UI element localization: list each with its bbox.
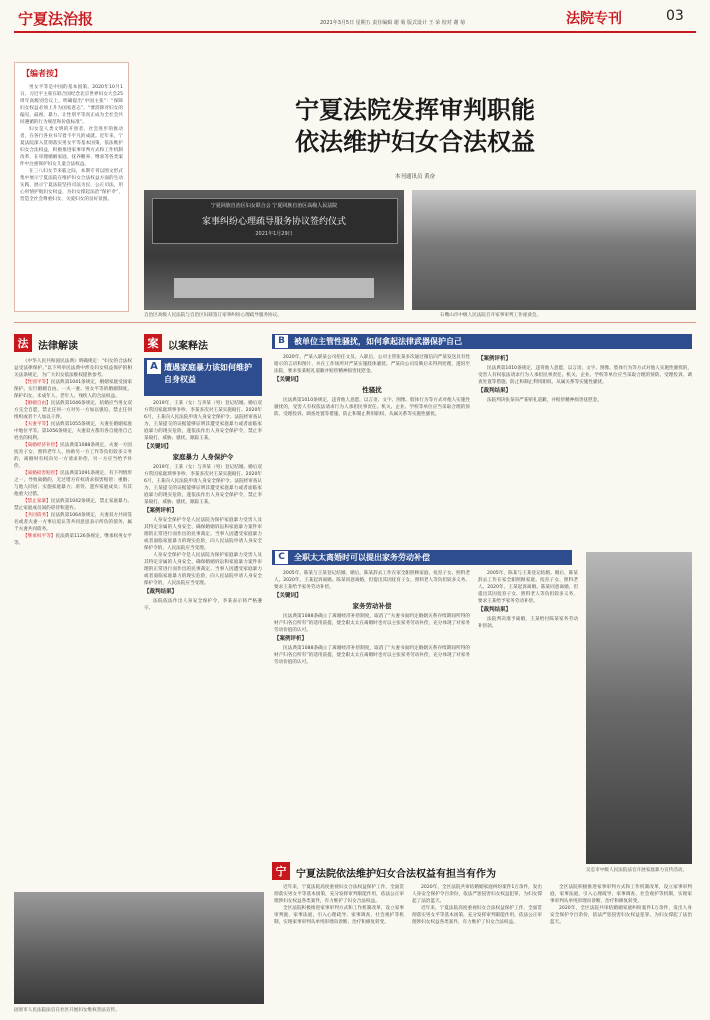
case-b-analysis-left: 民法典第1010条规定，违背他人意愿，以言语、文字、图像、肢体行为等方式对他人实施性骚扰的，受害人有权依法请求行为人承担民事责任。机关、企业、学校等单位应当采取合理的预防、受理投诉、调查处置等措施，防止和制止利用职权、从属关系等实施性骚扰。 [274,398,470,417]
case-b-title: 被单位主管性骚扰，如何拿起法律武器保护自己 [294,337,462,346]
photo-table [174,278,374,298]
case-c-body: 2005年，陈某与王某登记结婚。婚后，陈某辞去工作在家全职照顾家庭、抚育子女、照料老人。2020年，王某起诉离婚。陈某同意离婚，但提出其因抚育子女、照料老人等负担较多义务，要求王某给予家务劳动补偿。 [274,571,470,590]
closing-p3: 2020年，全区法院共审结婚姻家庭纠纷案件1万余件，发出人身安全保护令百余份，依法严惩侵害妇女权益犯罪，为妇女撑起了法治蓝天。 [412,885,542,904]
main-title-line2: 依法维护妇女合法权益 [295,127,535,156]
case-b-judge: 法院判决张某向严某赔礼道歉，并赔偿精神损害抚慰金。 [487,398,602,403]
section-divider [14,322,696,323]
case-b-kw: 性骚扰 [362,386,382,394]
case-b-text-left [274,354,470,544]
masthead-dateline: 2021年3月5日 星期五 责任编辑 谢 菊 版式设计 王 荣 校对 谢 菊 [320,20,465,26]
case-c-judge: 法院判决准予离婚，王某给付陈某家务劳动补偿款。 [478,617,578,629]
case-b-body: 2020年，严某入职某公司担任文员。入职后，公司主管张某多次通过微信向严某发送具有性暗示的言语和图片，并在工作场所对严某实施肢体骚扰。严某向公司反映后未得到处理，遂诉至法院，要求张某赔礼道歉并赔偿精神损害抚慰金。 [274,355,470,374]
case-a-analysis: 人身安全保护令是人民法院为保护家庭暴力受害人及其特定亲属的人身安全、确保婚姻诉讼和家庭暴力案件审理的正常进行而作出的民事裁定。当事人因遭受家庭暴力或者面临家庭暴力的现实危险，向人民法院申请人身安全保护令的，人民法院应当受理。 [144,518,262,551]
header-rule [14,31,696,33]
closing-p2b: 全区法院积极推进家事审判方式和工作机制改革，设立家事审判庭、家事法庭，引入心理疏导、家事调查、社会观护等机制，实现家事审判从单纯审理向诊断、治疗和修复转变。 [550,885,692,904]
law-item-head: 【婚姻自由】 [23,401,51,406]
case-a-text [144,400,262,920]
main-byline: 本刊通讯员 黄奋 [394,174,436,180]
closing-p3b: 2020年，全区法院共审结婚姻家庭纠纷案件1万余件，发出人身安全保护令百余份，依法严惩侵害妇女权益犯罪，为妇女撑起了法治蓝天。 [550,906,692,925]
photo-banner-text: 宁夏回族自治区妇女联合会 宁夏回族自治区高级人民法院 [210,203,338,209]
closing-p1b: 近年来，宁夏法院高度重视妇女合法权益保护工作，全面贯彻落实男女平等基本国策，充分发挥审判职能作用，依法公正审理涉妇女权益各类案件，有力维护了妇女合法权益。 [412,906,542,925]
law-section-title: 法律解读 [38,341,78,352]
case-b-kw-label: 【关键词】 [274,377,302,383]
case-c-body-cont: 2005年，陈某与王某登记结婚。婚后，陈某辞去工作在家全职照顾家庭、抚育子女、照料老人。2020年，王某起诉离婚。陈某同意离婚，但提出其因抚育子女、照料老人等负担较多义务，要求王某给予家务劳动补偿。 [478,571,578,604]
law-item-head: 【继承权平等】 [23,534,56,539]
main-title-line1: 宁夏法院发挥审判职能 [295,95,535,124]
section-name: 法院专刊 [566,11,622,27]
law-item [14,379,132,400]
law-item [14,533,132,547]
case-a-analysis2: 人身安全保护令是人民法院为保护家庭暴力受害人及其特定亲属的人身安全、确保婚姻诉讼和家庭暴力案件审理的正常进行而作出的民事裁定。当事人因遭受家庭暴力或者面临家庭暴力的现实危险，向人民法院申请人身安全保护令的，人民法院应当受理。 [144,553,262,586]
law-text [14,358,132,888]
closing-text-2 [412,884,542,1014]
case-c-header [272,550,572,565]
law-item [14,498,132,512]
case-c-judge-label: 【裁判结果】 [478,607,512,613]
photo-publicity [586,552,692,864]
editor-note-p2: 妇女是人类文明的开创者、社会进步的推动者，在各行各业书写着不平凡的成就。近年来，宁夏法院深入贯彻落实男女平等基本国策，依法维护妇女合法权益，积极推进家事审判方式和工作机制改革，在审理婚姻家庭、抚养赡养、继承等各类案件中注重保护妇女儿童合法权益。 [20,127,123,167]
case-a-body: 2019年，王某（女）与李某（男）登记结婚。婚后双方常因家庭琐事争吵，李某多次对王某实施殴打。2020年6月，王某向人民法院申请人身安全保护令。法院经审查认为，王某提交的证据能够证明其遭受家庭暴力或者面临家庭暴力的现实危险，遂依法作出人身安全保护令，禁止李某殴打、威胁、骚扰、跟踪王某。 [144,401,262,441]
law-section-icon: 法 [14,334,32,352]
editor-note-text [20,84,123,306]
closing-text-3 [550,884,692,1014]
law-item-head: 【性别平等】 [23,380,51,385]
closing-text-1 [274,884,404,1014]
case-b-judge-label: 【裁判结果】 [478,388,512,394]
photo-community [14,892,264,1004]
law-item-body: 民法典第1126条规定，继承权男女平等。 [14,534,132,546]
photo3-caption: 吴忠市中级人民法院法官开展家庭暴力宣传活动。 [586,868,688,873]
law-item [14,470,132,498]
photo-banner-text2: 家事纠纷心理疏导服务协议签约仪式 [201,217,346,227]
law-item-body: 民法典第1041条规定，婚姻家庭受国家保护。实行婚姻自由、一夫一妻、男女平等的婚姻制度。保护妇女、未成年人、老年人、残疾人的合法权益。 [14,380,132,399]
case-b-analysis: 民法典第1010条规定，违背他人意愿，以言语、文字、图像、肢体行为等方式对他人实施性骚扰的，受害人有权依法请求行为人承担民事责任。机关、企业、学校等单位应当采取合理的预防、受理投诉、调查处置等措施，防止和制止利用职权、从属关系等实施性骚扰。 [478,366,692,385]
case-c-analysis-2: 民法典第1088条确立了离婚经济补偿制度，取消了“夫妻书面约定婚姻关系存续期间所得的财产归各自所有”的适用前提，使全职太太在离婚时也可以主张家务劳动补偿，充分体现了对家务劳动价值的认可。 [274,646,470,665]
case-a-badge: A [147,360,161,374]
editor-note-p1: 男女平等是中国的基本国策。2020年10月1日，习近平主席在联合国纪念北京世界妇女大会25周年高级别会议上，明确提出“中国主张”：“保障妇女权益必须上升为国家意志”，“要消除对妇女的偏见、歧视、暴力，让性别平等真正成为全社会共同遵循的行为规范和价值标准”。 [20,85,123,125]
case-b-header [272,334,692,349]
photo-banner-date: 2021年1月29日 [255,231,293,237]
photo-signing-ceremony [144,190,404,310]
case-section-icon: 案 [144,334,162,352]
law-item [14,512,132,533]
page-number: 03 [666,8,684,24]
law-item-head: 【离婚经济补偿】 [23,443,61,448]
law-item-body: 民法典第1091条规定，有下列情形之一，导致离婚的，无过错方有权请求损害赔偿：重婚；与他人同居；实施家庭暴力；虐待、遗弃家庭成员；有其他重大过错。 [14,471,132,497]
law-item-body: 民法典第1088条规定，夫妻一方因抚育子女、照料老年人、协助另一方工作等负担较多义务的，离婚时有权向另一方请求补偿，另一方应当给予补偿。 [14,443,132,469]
law-item [14,442,132,470]
law-item-body: 民法典第1064条规定，夫妻双方共同签名或者夫妻一方事后追认等共同意思表示所负的债务，属于夫妻共同债务。 [14,513,132,532]
case-c-text-left [274,570,470,860]
editor-note-p3: 在三八妇女节来临之际，本期专刊以图文形式集中展示宁夏法院在维护妇女合法权益方面的生动实践，展示宁夏法院坚持司法为民、公正司法，用心用情护航妇女权益，为妇女撑起法治“保护伞”，营造全社会尊重妇女、关爱妇女的良好氛围。 [20,169,123,202]
case-c-kw-label: 【关键词】 [274,593,302,599]
closing-p2: 全区法院积极推进家事审判方式和工作机制改革，设立家事审判庭、家事法庭，引入心理疏导、家事调查、社会观护等机制，实现家事审判从单纯审理向诊断、治疗和修复转变。 [274,906,404,925]
case-a-kw: 家庭暴力 人身保护令 [172,453,234,461]
law-item-body: 民法典第1055条规定，夫妻在婚姻家庭中地位平等。第1056条规定，夫妻双方都有各自使用自己姓名的权利。 [14,422,132,441]
law-intro: 《中华人民共和国民法典》明确规定：“妇女的合法权益受法律保护。”以下列举民法典中涉及妇女权益保护的相关法条规定，为广大妇女依法维权提供参考。 [14,359,132,378]
case-a-body2: 2019年，王某（女）与李某（男）登记结婚。婚后双方常因家庭琐事争吵，李某多次对王某实施殴打。2020年6月，王某向人民法院申请人身安全保护令。法院经审查认为，王某提交的证据能够证明其遭受家庭暴力或者面临家庭暴力的现实危险，遂依法作出人身安全保护令，禁止李某殴打、威胁、骚扰、跟踪王某。 [144,465,262,505]
case-b-badge: B [275,335,288,348]
masthead-logo: 宁夏法治报 [18,10,94,28]
law-item-body: 民法典第1046条规定，结婚应当男女双方完全自愿，禁止任何一方对另一方加以强迫，禁止任何组织或者个人加以干涉。 [14,401,132,420]
case-a-judge-label: 【裁判结果】 [144,589,178,595]
case-c-title: 全职太太离婚时可以提出家务劳动补偿 [294,553,430,562]
photo1-caption: 自治区高级人民法院与自治区妇联签订家事纠纷心理疏导服务协议。 [144,313,282,318]
case-c-kw: 家务劳动补偿 [352,602,392,610]
case-a-judge: 法院依法作出人身安全保护令，李某表示将严格遵守。 [144,599,262,611]
law-item [14,421,132,442]
law-item-head: 【禁止家暴】 [23,499,51,504]
case-c-badge: C [275,551,288,564]
law-item-head: 【离婚损害赔偿】 [23,471,61,476]
case-a-analysis-label: 【案例评析】 [144,508,178,514]
case-b-analysis-label: 【案例评析】 [478,356,512,362]
law-item-body: 民法典第1042条规定，禁止家庭暴力。禁止家庭成员间的虐待和遗弃。 [14,499,132,511]
closing-title: 宁夏法院依法维护妇女合法权益有担当有作为 [296,869,496,880]
law-item [14,400,132,421]
closing-p1: 近年来，宁夏法院高度重视妇女合法权益保护工作，全面贯彻落实男女平等基本国策，充分发挥审判职能作用，依法公正审理涉妇女权益各类案件，有力维护了妇女合法权益。 [274,885,404,904]
photo-meeting [412,190,696,310]
case-a-title: 遭遇家庭暴力该如何维护自身权益 [164,363,252,384]
editor-note-label: 【编者按】 [22,69,62,78]
case-section-title: 以案释法 [168,341,208,352]
case-c-text-right [478,570,578,750]
case-a-kw-label: 【关键词】 [144,444,172,450]
case-c-analysis: 民法典第1088条确立了离婚经济补偿制度，取消了“夫妻书面约定婚姻关系存续期间所得的财产归各自所有”的适用前提，使全职太太在离婚时也可以主张家务劳动补偿，充分体现了对家务劳动价值的认可。 [274,614,470,633]
photo4-caption: 固原市人民法院法官在社区开展妇女维权普法宣传。 [14,1008,120,1013]
closing-icon: 宁 [272,862,290,880]
photo2-caption: 石嘴山市中级人民法院召开家事审判工作座谈会。 [440,313,542,318]
law-item-head: 【夫妻平等】 [23,422,51,427]
case-b-text-right [478,354,692,544]
case-c-analysis-label: 【案例评析】 [274,636,308,642]
law-item-head: 【共同债务】 [23,513,51,518]
